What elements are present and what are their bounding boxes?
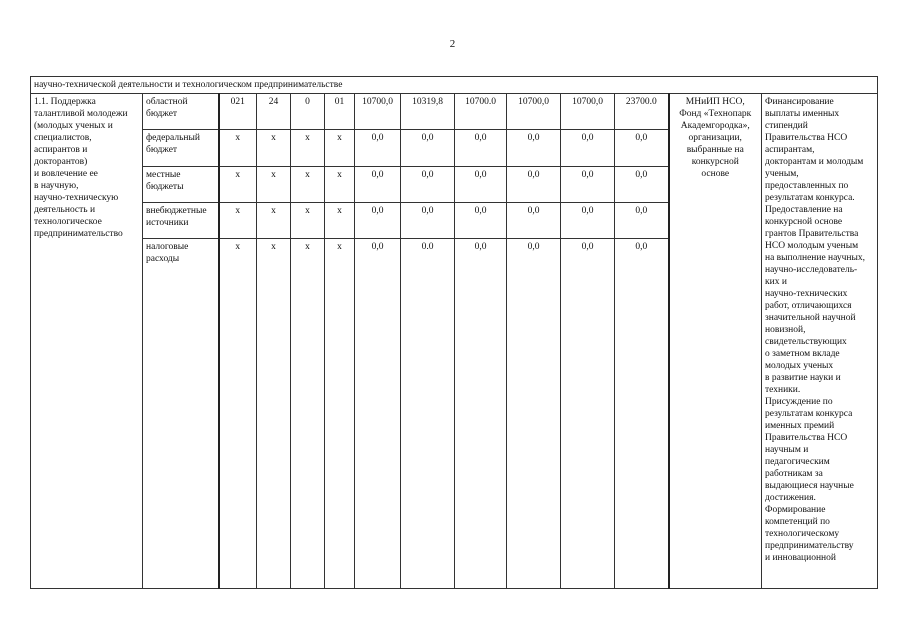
result-line: и инновационной (765, 553, 836, 563)
code-cell: x (219, 166, 257, 202)
amount-cell: 0,0 (507, 239, 561, 589)
amount-cell: 0,0 (455, 166, 507, 202)
code-cell: x (291, 130, 325, 166)
amount-cell: 0,0 (615, 203, 669, 239)
result-line: молодых ученых (765, 361, 834, 371)
result-line: Правительства НСО (765, 433, 848, 443)
result-line: конкурсной основе (765, 217, 843, 227)
result-line: научно-технических (765, 289, 848, 299)
amount-cell: 0,0 (401, 166, 455, 202)
result-line: Присуждение по (765, 397, 833, 407)
result-line: Финансирование (765, 97, 834, 107)
result-line: в развитие науки и (765, 373, 841, 383)
amount-cell: 0,0 (401, 203, 455, 239)
result-line: компетенций по (765, 517, 830, 527)
amount-cell: 0,0 (355, 239, 401, 589)
executor-line: конкурсной (691, 157, 739, 167)
result-line: выдающиеся научные (765, 481, 854, 491)
code-cell: x (257, 239, 291, 589)
measure-line: технологическое (34, 217, 102, 227)
amount-cell: 0,0 (507, 166, 561, 202)
amount-cell: 0,0 (455, 239, 507, 589)
measure-line: в научную, (34, 181, 79, 191)
amount-cell: 10700.0 (455, 94, 507, 130)
code-cell: x (291, 203, 325, 239)
measure-line: (молодых ученых и (34, 121, 113, 131)
measure-line: деятельность и (34, 205, 96, 215)
code-cell: x (325, 239, 355, 589)
result-line: научным и (765, 445, 809, 455)
amount-cell: 0,0 (561, 239, 615, 589)
result-line: предоставленных по (765, 181, 849, 191)
amount-cell: 0,0 (355, 203, 401, 239)
code-cell: x (219, 239, 257, 589)
page-number: 2 (449, 38, 456, 50)
amount-cell: 10700,0 (355, 94, 401, 130)
result-line: предпринимательству (765, 541, 854, 551)
result-line: значительной научной (765, 313, 856, 323)
result-line: результатам конкурса (765, 409, 853, 419)
code-cell: x (219, 203, 257, 239)
heading-row (31, 77, 878, 94)
code-cell: x (291, 166, 325, 202)
result-line: технологическому (765, 529, 840, 539)
executor-line: МНиИП НСО, (685, 97, 745, 107)
code-cell: x (325, 203, 355, 239)
result-line: грантов Правительства (765, 229, 859, 239)
result-line: о заметном вкладе (765, 349, 840, 359)
amount-cell: 23700.0 (615, 94, 669, 130)
result-line: новизной, (765, 325, 806, 335)
measure-cell (31, 94, 143, 589)
amount-cell: 0,0 (507, 203, 561, 239)
result-line: НСО молодым ученым (765, 241, 859, 251)
amount-cell: 0.0 (401, 239, 455, 589)
code-cell: x (257, 203, 291, 239)
measure-line: научно-техническую (34, 193, 119, 203)
amount-cell: 10319,8 (401, 94, 455, 130)
amount-cell: 0,0 (355, 130, 401, 166)
result-line: докторантам и молодым (765, 157, 864, 167)
result-line: на выполнение научных, (765, 253, 865, 263)
measure-line: аспирантов и (34, 145, 88, 155)
amount-cell: 0,0 (561, 166, 615, 202)
measure-line: и вовлечение ее (34, 169, 98, 179)
executor-line: Фонд «Технопарк (679, 109, 752, 119)
result-line: ученым, (765, 169, 799, 179)
measure-line: талантливой молодежи (34, 109, 128, 119)
measure-line: предпринимательство (34, 229, 123, 239)
result-line: Формирование (765, 505, 826, 515)
code-cell: x (325, 166, 355, 202)
funding-source: областной бюджет (143, 94, 219, 130)
amount-cell: 0,0 (355, 166, 401, 202)
code-cell: x (325, 130, 355, 166)
measure-line: докторантов) (34, 157, 88, 167)
amount-cell: 0,0 (615, 130, 669, 166)
result-line: именных премий (765, 421, 835, 431)
result-line: результатам конкурса. (765, 193, 855, 203)
funding-source: внебюджетные источники (143, 203, 219, 239)
measure-line: специалистов, (34, 133, 92, 143)
result-line: педагогическим (765, 457, 830, 467)
amount-cell: 0,0 (507, 130, 561, 166)
result-line: ких и (765, 277, 787, 287)
result-line: аспирантам, (765, 145, 815, 155)
amount-cell: 10700,0 (507, 94, 561, 130)
executor-line: основе (701, 169, 730, 179)
executor-line: выбранные на (686, 145, 744, 155)
funding-source: налоговые расходы (143, 239, 219, 589)
amount-cell: 0,0 (615, 239, 669, 589)
code-cell: x (257, 130, 291, 166)
result-cell (762, 94, 878, 589)
result-line: выплаты именных (765, 109, 840, 119)
section-heading: научно-технической деятельности и технологическом предпринимательстве (31, 77, 878, 94)
executor-line: Академгородка», (680, 121, 750, 131)
executor-cell (669, 94, 762, 589)
funding-source: федеральный бюджет (143, 130, 219, 166)
result-line: Правительства НСО (765, 133, 848, 143)
code-cell: 01 (325, 94, 355, 130)
amount-cell: 10700,0 (561, 94, 615, 130)
funding-source: местные бюджеты (143, 166, 219, 202)
table-row (31, 94, 878, 130)
program-table (30, 76, 878, 589)
amount-cell: 0,0 (401, 130, 455, 166)
result-line: стипендий (765, 121, 808, 131)
amount-cell: 0,0 (455, 130, 507, 166)
amount-cell: 0,0 (615, 166, 669, 202)
result-line: техники. (765, 385, 801, 395)
amount-cell: 0,0 (561, 130, 615, 166)
code-cell: 0 (291, 94, 325, 130)
result-line: научно-исследователь- (765, 265, 858, 275)
code-cell: x (291, 239, 325, 589)
result-line: работникам за (765, 469, 823, 479)
measure-line: 1.1. Поддержка (34, 97, 96, 107)
amount-cell: 0,0 (455, 203, 507, 239)
code-cell: 24 (257, 94, 291, 130)
code-cell: x (257, 166, 291, 202)
amount-cell: 0,0 (561, 203, 615, 239)
executor-line: организации, (688, 133, 742, 143)
result-line: достижения. (765, 493, 816, 503)
result-line: свидетельствующих (765, 337, 847, 347)
code-cell: 021 (219, 94, 257, 130)
result-line: работ, отличающихся (765, 301, 852, 311)
result-line: Предоставление на (765, 205, 843, 215)
code-cell: x (219, 130, 257, 166)
